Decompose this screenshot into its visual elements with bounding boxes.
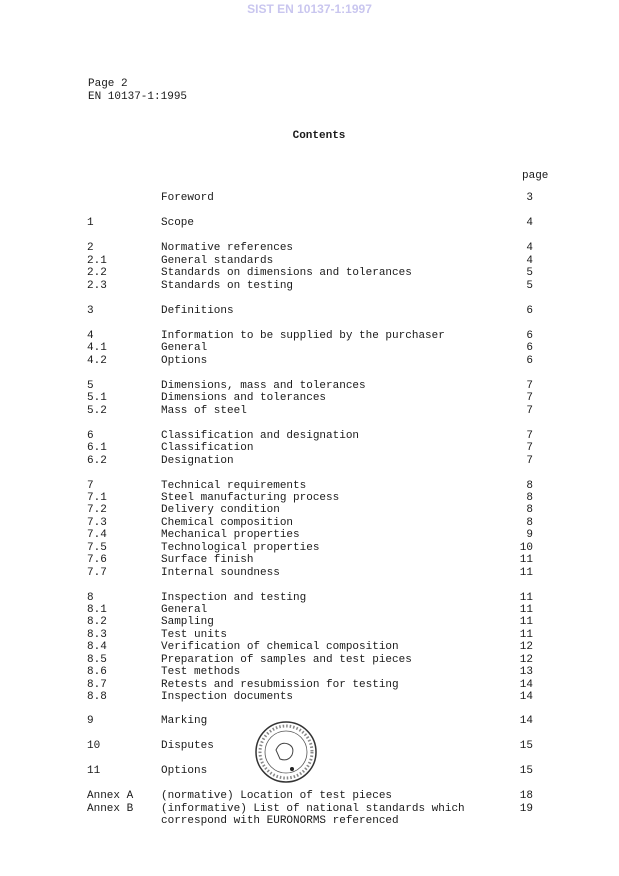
toc-page-number: 15 bbox=[519, 765, 533, 777]
toc-section-number: 11 bbox=[87, 765, 101, 777]
page-title: Contents bbox=[292, 130, 346, 142]
toc-section-title: Marking bbox=[161, 715, 208, 727]
standard-id: EN 10137-1:1995 bbox=[88, 91, 188, 103]
toc-section-number: 8.5 bbox=[87, 654, 107, 666]
toc-page-number: 4 bbox=[526, 242, 533, 254]
toc-section-number: 7.6 bbox=[87, 554, 107, 566]
toc-entry bbox=[0, 666, 619, 679]
toc-section-number: 2.3 bbox=[87, 280, 107, 292]
toc-section-number: 10 bbox=[87, 740, 101, 752]
toc-section-number: Annex B bbox=[87, 803, 134, 815]
toc-page-number: 11 bbox=[519, 629, 533, 641]
toc-page-number: 7 bbox=[526, 380, 533, 392]
toc-section-number: 8 bbox=[87, 592, 94, 604]
toc-page-number: 4 bbox=[526, 217, 533, 229]
toc-page-number: 14 bbox=[519, 715, 533, 727]
page-number: Page 2 bbox=[88, 78, 128, 90]
toc-section-title: Test units bbox=[161, 629, 228, 641]
toc-section-number: 7.5 bbox=[87, 542, 107, 554]
toc-page-number: 12 bbox=[519, 654, 533, 666]
toc-entry bbox=[0, 217, 619, 230]
toc-page-number: 6 bbox=[526, 342, 533, 354]
toc-entry bbox=[0, 192, 619, 205]
toc-page-number: 5 bbox=[526, 267, 533, 279]
toc-section-number: Annex A bbox=[87, 790, 134, 802]
toc-page-number: 15 bbox=[519, 740, 533, 752]
toc-section-title: Verification of chemical composition bbox=[161, 641, 399, 653]
toc-section-title: Normative references bbox=[161, 242, 294, 254]
toc-section-title: Scope bbox=[161, 217, 195, 229]
toc-section-number: 7 bbox=[87, 480, 94, 492]
toc-page-number: 19 bbox=[519, 803, 533, 815]
toc-section-title: Information to be supplied by the purchaser bbox=[161, 330, 445, 342]
toc-section-number: 9 bbox=[87, 715, 94, 727]
toc-section-title: General bbox=[161, 604, 208, 616]
toc-section-title: Foreword bbox=[161, 192, 214, 204]
toc-entry bbox=[0, 504, 619, 517]
toc-section-title: Dimensions, mass and tolerances bbox=[161, 380, 366, 392]
toc-page-number: 9 bbox=[526, 529, 533, 541]
toc-section-number: 2.2 bbox=[87, 267, 107, 279]
toc-page-number: 12 bbox=[519, 641, 533, 653]
toc-section-title: Inspection documents bbox=[161, 691, 294, 703]
toc-section-number: 7.7 bbox=[87, 567, 107, 579]
toc-entry bbox=[0, 803, 619, 827]
toc-section-title: General bbox=[161, 342, 208, 354]
toc-section-number: 8.8 bbox=[87, 691, 107, 703]
toc-page-number: 8 bbox=[526, 492, 533, 504]
toc-section-title: Mass of steel bbox=[161, 405, 247, 417]
toc-section-number: 5.1 bbox=[87, 392, 107, 404]
toc-section-title: Classification bbox=[161, 442, 254, 454]
toc-entry bbox=[0, 691, 619, 704]
toc-entry bbox=[0, 529, 619, 542]
toc-page-number: 13 bbox=[519, 666, 533, 678]
toc-page-number: 4 bbox=[526, 255, 533, 267]
toc-entry bbox=[0, 790, 619, 803]
toc-section-title: Classification and designation bbox=[161, 430, 360, 442]
toc-page-number: 14 bbox=[519, 679, 533, 691]
toc-page-number: 10 bbox=[519, 542, 533, 554]
toc-section-title: Technological properties bbox=[161, 542, 320, 554]
toc-section-title: (informative) List of national standards which correspond with EURONORMS referenced bbox=[161, 803, 465, 827]
toc-page-number: 11 bbox=[519, 554, 533, 566]
toc-section-title: Test methods bbox=[161, 666, 241, 678]
toc-section-title: Sampling bbox=[161, 616, 214, 628]
toc-section-number: 1 bbox=[87, 217, 94, 229]
toc-section-number: 4 bbox=[87, 330, 94, 342]
toc-page-number: 11 bbox=[519, 604, 533, 616]
toc-entry bbox=[0, 567, 619, 580]
toc-section-title: (normative) Location of test pieces bbox=[161, 790, 393, 802]
toc-entry bbox=[0, 242, 619, 255]
official-seal bbox=[254, 720, 318, 784]
toc-section-number: 6.1 bbox=[87, 442, 107, 454]
toc-section-title: Disputes bbox=[161, 740, 214, 752]
toc-entry bbox=[0, 442, 619, 455]
toc-section-number: 4.2 bbox=[87, 355, 107, 367]
toc-page-number: 8 bbox=[526, 504, 533, 516]
toc-section-number: 8.3 bbox=[87, 629, 107, 641]
toc-section-title: Definitions bbox=[161, 305, 234, 317]
toc-entry bbox=[0, 641, 619, 654]
toc-section-number: 7.1 bbox=[87, 492, 107, 504]
toc-page-number: 18 bbox=[519, 790, 533, 802]
toc-section-number: 8.1 bbox=[87, 604, 107, 616]
toc-section-number: 5.2 bbox=[87, 405, 107, 417]
toc-entry bbox=[0, 405, 619, 418]
toc-section-title: Chemical composition bbox=[161, 517, 294, 529]
toc-page-number: 8 bbox=[526, 480, 533, 492]
toc-section-title: General standards bbox=[161, 255, 274, 267]
toc-section-title: Surface finish bbox=[161, 554, 254, 566]
toc-section-number: 4.1 bbox=[87, 342, 107, 354]
watermark: SIST EN 10137-1:1997 bbox=[247, 2, 372, 16]
toc-section-number: 7.4 bbox=[87, 529, 107, 541]
toc-entry bbox=[0, 455, 619, 468]
toc-page-number: 6 bbox=[526, 330, 533, 342]
toc-page-number: 6 bbox=[526, 305, 533, 317]
toc-section-title: Technical requirements bbox=[161, 480, 307, 492]
toc-page-number: 11 bbox=[519, 592, 533, 604]
toc-section-number: 6 bbox=[87, 430, 94, 442]
toc-section-number: 2 bbox=[87, 242, 94, 254]
toc-page-number: 7 bbox=[526, 430, 533, 442]
toc-entry bbox=[0, 392, 619, 405]
toc-page-number: 14 bbox=[519, 691, 533, 703]
toc-page-number: 8 bbox=[526, 517, 533, 529]
toc-entry bbox=[0, 305, 619, 318]
toc-page-number: 7 bbox=[526, 392, 533, 404]
toc-page-number: 5 bbox=[526, 280, 533, 292]
toc-section-title: Delivery condition bbox=[161, 504, 280, 516]
toc-section-title: Inspection and testing bbox=[161, 592, 307, 604]
toc-section-title: Options bbox=[161, 355, 208, 367]
page-column-label: page bbox=[522, 170, 549, 182]
toc-section-title: Mechanical properties bbox=[161, 529, 300, 541]
toc-section-title: Steel manufacturing process bbox=[161, 492, 340, 504]
toc-page-number: 7 bbox=[526, 455, 533, 467]
toc-section-number: 8.7 bbox=[87, 679, 107, 691]
toc-page-number: 3 bbox=[526, 192, 533, 204]
toc-entry bbox=[0, 355, 619, 368]
toc-section-title: Dimensions and tolerances bbox=[161, 392, 327, 404]
toc-section-title: Options bbox=[161, 765, 208, 777]
toc-page-number: 11 bbox=[519, 616, 533, 628]
toc-page-number: 7 bbox=[526, 405, 533, 417]
toc-entry bbox=[0, 616, 619, 629]
toc-entry bbox=[0, 342, 619, 355]
toc-entry bbox=[0, 554, 619, 567]
toc-section-title: Designation bbox=[161, 455, 234, 467]
toc-section-title: Standards on dimensions and tolerances bbox=[161, 267, 412, 279]
toc-section-number: 8.4 bbox=[87, 641, 107, 653]
toc-page-number: 6 bbox=[526, 355, 533, 367]
toc-page-number: 7 bbox=[526, 442, 533, 454]
toc-section-number: 6.2 bbox=[87, 455, 107, 467]
toc-section-number: 2.1 bbox=[87, 255, 107, 267]
toc-section-number: 8.6 bbox=[87, 666, 107, 678]
toc-section-number: 3 bbox=[87, 305, 94, 317]
toc-section-title: Preparation of samples and test pieces bbox=[161, 654, 412, 666]
toc-section-number: 7.3 bbox=[87, 517, 107, 529]
toc-section-number: 5 bbox=[87, 380, 94, 392]
toc-page-number: 11 bbox=[519, 567, 533, 579]
toc-section-number: 7.2 bbox=[87, 504, 107, 516]
toc-section-title: Internal soundness bbox=[161, 567, 280, 579]
toc-section-title: Retests and resubmission for testing bbox=[161, 679, 399, 691]
toc-entry bbox=[0, 280, 619, 293]
toc-section-number: 8.2 bbox=[87, 616, 107, 628]
toc-section-title: Standards on testing bbox=[161, 280, 294, 292]
toc-entry bbox=[0, 267, 619, 280]
